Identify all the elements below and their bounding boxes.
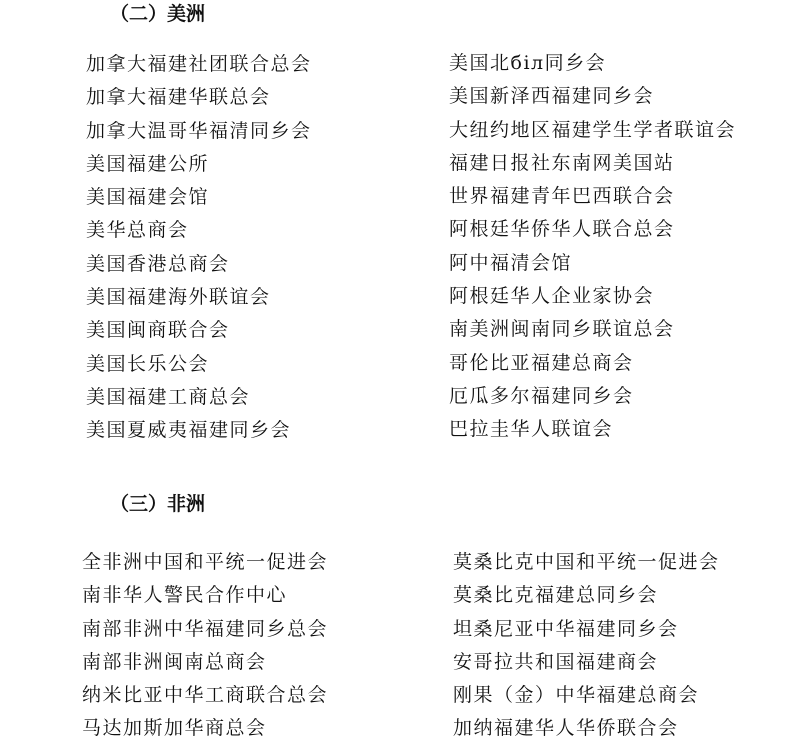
list-item: 加拿大福建华联总会 <box>86 86 271 109</box>
africa-left-column <box>82 546 328 746</box>
list-item: 纳米比亚中华工商联合总会 <box>82 684 329 707</box>
list-item: 阿根廷华侨华人联合总会 <box>449 218 675 241</box>
list-item: 大纽约地区福建学生学者联谊会 <box>449 118 737 141</box>
list-item: 美华总商会 <box>86 219 189 242</box>
list-item: 全非洲中国和平统一促进会 <box>82 551 329 573</box>
list-item: 美国香港总商会 <box>86 252 230 275</box>
list-item: 美国福建会馆 <box>86 186 210 209</box>
list-item: 加拿大温哥华福清同乡会 <box>86 119 312 142</box>
list-item: 美国北біл同乡会 <box>449 52 607 74</box>
list-item: 南部非洲中华福建同乡总会 <box>82 617 329 640</box>
list-item: 美国新泽西福建同乡会 <box>449 85 655 108</box>
list-item: 巴拉圭华人联谊会 <box>449 418 614 441</box>
list-item: 哥伦比亚福建总商会 <box>449 351 634 374</box>
list-item: 安哥拉共和国福建商会 <box>453 650 659 673</box>
list-item: 南部非洲闽南总商会 <box>82 650 267 673</box>
list-item: 坦桑尼亚中华福建同乡会 <box>453 617 679 640</box>
americas-left-column <box>86 48 312 448</box>
list-item: 阿根廷华人企业家协会 <box>449 285 655 308</box>
list-item: 美国福建工商总会 <box>86 385 251 408</box>
list-item: 美国福建公所 <box>86 152 210 175</box>
list-item: 加拿大福建社团联合总会 <box>86 53 312 75</box>
list-item: 刚果（金）中华福建总商会 <box>453 684 700 707</box>
list-item: 福建日报社东南网美国站 <box>449 151 675 174</box>
list-item: 美国闽商联合会 <box>86 319 230 342</box>
list-item: 加纳福建华人华侨联合会 <box>453 717 679 740</box>
list-item: 阿中福清会馆 <box>449 251 573 274</box>
list-item: 美国长乐公会 <box>86 352 210 375</box>
list-item: 马达加斯加华商总会 <box>82 717 267 740</box>
list-item: 美国夏威夷福建同乡会 <box>86 419 292 442</box>
list-item: 世界福建青年巴西联合会 <box>449 185 675 208</box>
africa-right-column <box>453 546 720 746</box>
list-item: 厄瓜多尔福建同乡会 <box>449 384 634 407</box>
list-item: 南美洲闽南同乡联谊总会 <box>449 318 675 341</box>
list-item: 南非华人警民合作中心 <box>82 584 288 607</box>
section-heading-africa: （三）非洲 <box>110 493 206 515</box>
list-item: 美国福建海外联谊会 <box>86 286 271 309</box>
list-item: 莫桑比克福建总同乡会 <box>453 584 659 607</box>
americas-right-column <box>449 47 736 447</box>
section-heading-americas: （二）美洲 <box>110 3 206 25</box>
list-item: 莫桑比克中国和平统一促进会 <box>453 551 720 573</box>
